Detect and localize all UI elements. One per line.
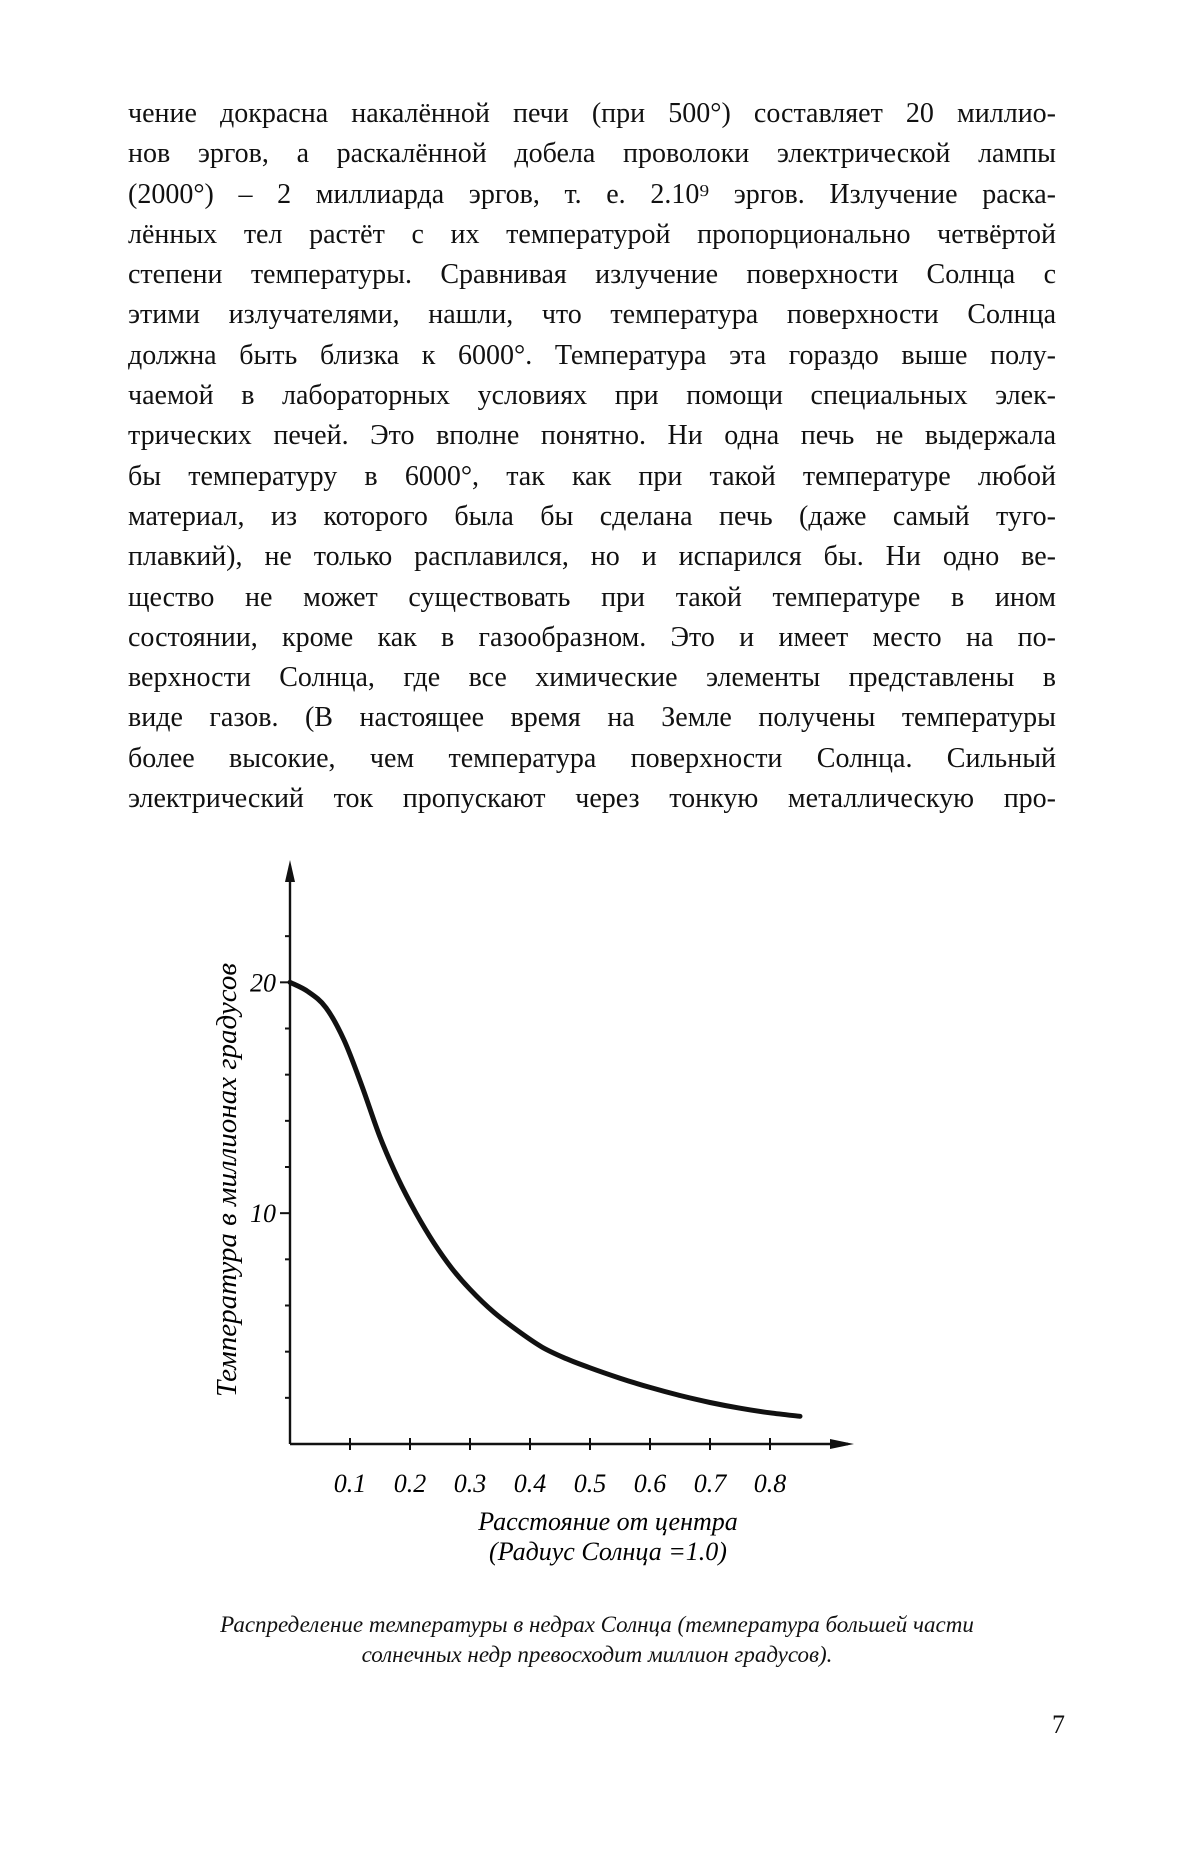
x-tick-label: 0.2: [393, 1469, 427, 1498]
text-line: электрический ток пропускают через тонкую металлическую про-: [128, 783, 1056, 815]
x-tick-label: 0.8: [753, 1469, 787, 1498]
temperature-chart: [200, 850, 980, 1570]
text-line: щество не может существовать при такой температуре в ином: [128, 581, 1056, 613]
x-axis-arrow: [830, 1439, 854, 1449]
figure-caption: [128, 1610, 1066, 1670]
x-tick-label: 0.5: [573, 1469, 607, 1498]
text-line: более высокие, чем температура поверхности Солнца. Сильный: [128, 742, 1056, 774]
y-tick-label: 20: [250, 968, 276, 998]
text-line: этими излучателями, нашли, что температура поверхности Солнца: [128, 299, 1056, 331]
caption-line: солнечных недр превосходит миллион градусов).: [361, 1642, 833, 1667]
body-text: [128, 94, 1056, 819]
text-line: бы температуру в 6000°, так как при такой температуре любой: [128, 460, 1056, 492]
x-tick-label: 0.7: [693, 1469, 727, 1498]
text-line: нов эргов, а раскалённой добела проволоки электрической лампы: [128, 138, 1056, 170]
x-tick-label: 0.4: [513, 1469, 547, 1498]
text-line: состоянии, кроме как в газообразном. Это и имеет место на по-: [128, 621, 1056, 653]
text-line: лённых тел растёт с их температурой пропорционально четвёртой: [128, 218, 1056, 250]
text-line: трических печей. Это вполне понятно. Ни одна печь не выдержала: [128, 420, 1056, 452]
y-axis-arrow: [285, 860, 295, 882]
chart-ticks: [250, 936, 786, 1498]
chart-series: [290, 982, 800, 1416]
text-line: чение докрасна накалённой печи (при 500°) составляет 20 миллио-: [128, 98, 1056, 129]
text-line: (2000°) – 2 миллиарда эргов, т. е. 2.10⁹ эргов. Излучение раска-: [128, 178, 1056, 210]
text-line: степени температуры. Сравнивая излучение поверхности Солнца с: [128, 259, 1056, 291]
text-line: материал, из которого была бы сделана печь (даже самый туго-: [128, 500, 1056, 532]
caption-line: Распределение температуры в недрах Солнца (температура большей части: [220, 1612, 974, 1637]
y-tick-label: 10: [250, 1199, 276, 1229]
x-axis-unit-label: (Радиус Солнца =1.0): [489, 1537, 727, 1566]
text-line: должна быть близка к 6000°. Температура эта гораздо выше полу-: [128, 339, 1056, 371]
text-line: виде газов. (В настоящее время на Земле получены температуры: [128, 702, 1056, 734]
x-tick-label: 0.3: [453, 1469, 487, 1498]
x-tick-label: 0.1: [333, 1469, 367, 1498]
text-line: верхности Солнца, где все химические элементы представлены в: [128, 662, 1056, 694]
page-number: 7: [1052, 1710, 1065, 1739]
text-line: плавкий), не только расплавился, но и испарился бы. Ни одно ве-: [128, 541, 1056, 573]
x-axis-label: Расстояние от центра: [478, 1507, 738, 1536]
temperature-curve: [290, 982, 800, 1416]
x-tick-label: 0.6: [633, 1469, 667, 1498]
text-line: чаемой в лабораторных условиях при помощи специальных элек-: [128, 380, 1056, 412]
y-axis-label: Температура в миллионах градусов: [211, 963, 243, 1397]
